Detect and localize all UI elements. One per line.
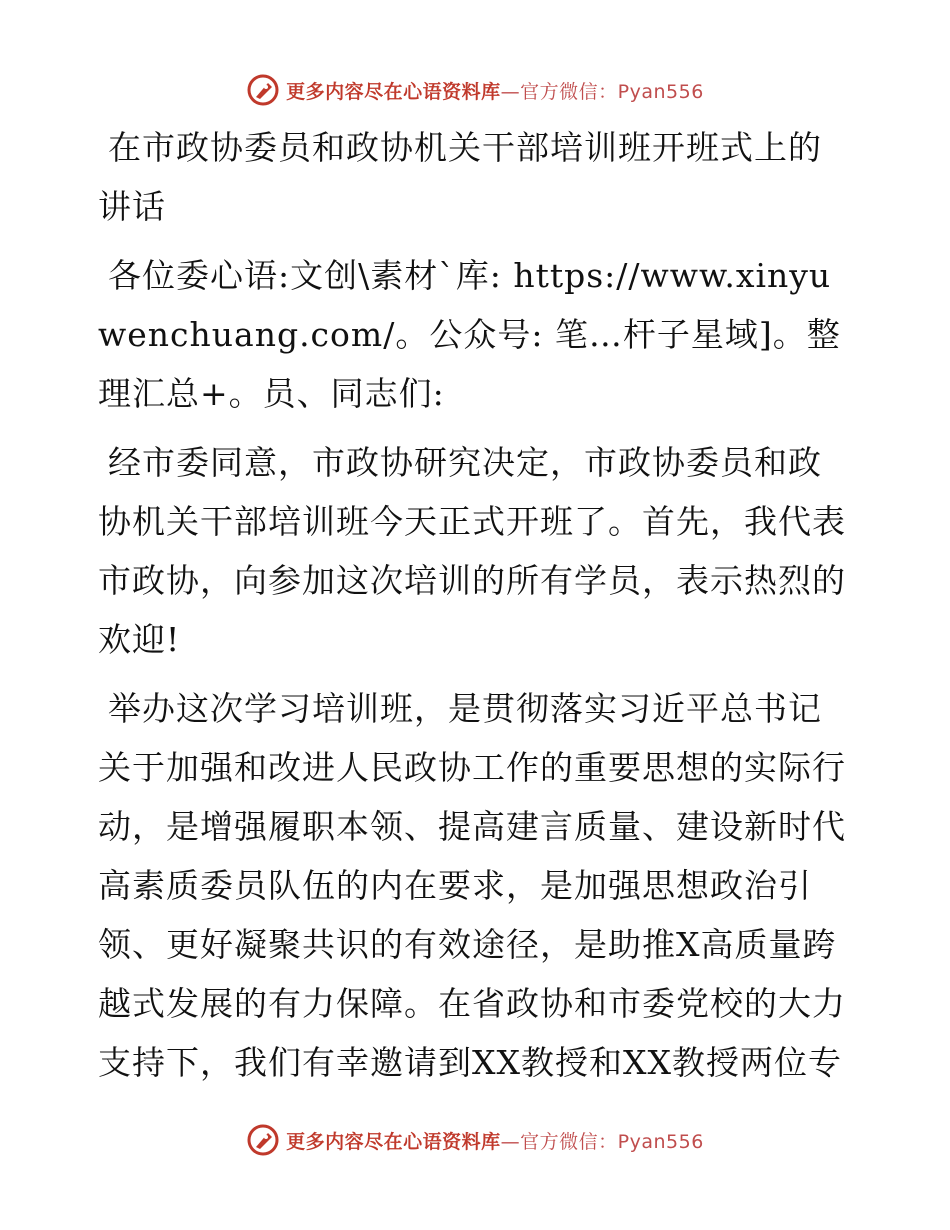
watermark-text	[286, 77, 704, 104]
document-title: 在市政协委员和政协机关干部培训班开班式上的讲话	[98, 128, 822, 226]
paragraph-opening: 经市委同意，市政协研究决定，市政协委员和政协机关干部培训班今天正式开班了。首先，我代表市政协，向参加这次培训的所有学员，表示热烈的欢迎!	[98, 443, 846, 659]
watermark-main-bottom: 更多内容尽在心语资料库	[286, 1130, 501, 1153]
watermark-text-bottom	[286, 1127, 704, 1154]
paragraph-salutation: 各位委心语:文创\素材`库: https://www.xinyuwenchuang.com/。公众号: 笔…杆子星域]。整理汇总+。员、同志们:	[98, 256, 841, 413]
pen-nib-logo-icon	[246, 73, 280, 107]
paragraph-purpose: 举办这次学习培训班，是贯彻落实习近平总书记关于加强和改进人民政协工作的重要思想的实际行动，是增强履职本领、提高建言质量、建设新时代高素质委员队伍的内在要求，是加强思想政治引领、更好凝聚共识的有效途径，是助推X高质量跨越式发展的有力保障。在省政协和市委党校的大力支持下，我们有幸邀请到XX教授和XX教授两位专	[98, 689, 846, 1082]
watermark-main: 更多内容尽在心语资料库	[286, 80, 501, 103]
watermark-contact-bottom: —官方微信：Pyan556	[500, 1130, 704, 1153]
watermark-banner-top	[0, 70, 950, 110]
watermark-contact: —官方微信：Pyan556	[500, 80, 704, 103]
watermark-banner-bottom	[0, 1120, 950, 1160]
document-body	[98, 118, 850, 1102]
pen-nib-logo-icon	[246, 1123, 280, 1157]
